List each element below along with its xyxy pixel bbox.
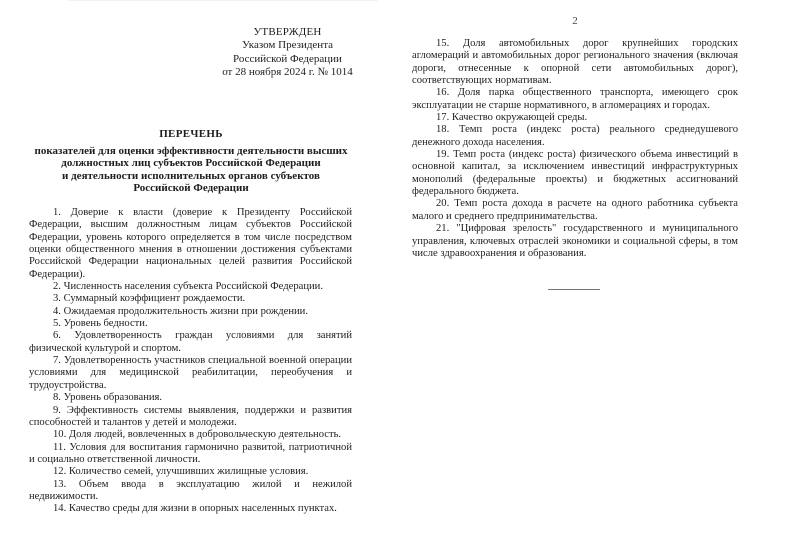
- list-item: 3. Суммарный коэффициент рождаемости.: [53, 293, 246, 305]
- list-item: 19. Темп роста (индекс роста) физического объема инвестиций в основной капитал, за исключением инвестиций инфраструктурных монополий (федеральные проекты) и бюджетных ассигнований федерального бюджета.: [412, 149, 738, 198]
- list-item: 20. Темп роста дохода в расчете на одного работника субъекта малого и среднего предпринимательства.: [412, 198, 738, 222]
- list-item: 7. Удовлетворенность участников специальной военной операции условиями для медицинской реабилитации, переобучения и трудоустройства.: [29, 355, 352, 391]
- list-item: 13. Объем ввода в эксплуатацию жилой и нежилой недвижимости.: [29, 478, 352, 502]
- list-item: 1. Доверие к власти (доверие к Президенту Российской Федерации, высшим должностным лицам субъектов Российской Федерации, уровень которого определяется в том числе посредством оценки общественного мнения в отношении достижения субъектами Российской Федерации национальных целей развития Российской Федерации).: [29, 207, 352, 280]
- approval-line: Российской Федерации: [233, 52, 342, 65]
- list-item: 17. Качество окружающей среды.: [436, 112, 588, 124]
- document-heading: ПЕРЕЧЕНЬ: [159, 128, 223, 140]
- list-item: 11. Условия для воспитания гармонично развитой, патриотичной и социально ответственной личности.: [29, 441, 352, 465]
- approval-stamp: [205, 26, 370, 80]
- list-item: 14. Качество среды для жизни в опорных населенных пунктах.: [53, 503, 337, 515]
- list-item: 21. "Цифровая зрелость" государственного и муниципального управления, ключевых отраслей экономики и социальной сферы, в том числе здравоохранения и образования.: [412, 223, 738, 259]
- indicator-list-page-1: [29, 207, 352, 516]
- list-item: 8. Уровень образования.: [53, 392, 163, 404]
- indicator-list-page-2: [412, 38, 738, 260]
- list-item: 2. Численность населения субъекта Российской Федерации.: [53, 281, 323, 293]
- page-number: 2: [572, 15, 578, 27]
- list-item: 9. Эффективность системы выявления, поддержки и развития способностей и талантов у детей и молодежи.: [29, 404, 352, 428]
- list-item: 12. Количество семей, улучшивших жилищные условия.: [53, 466, 309, 478]
- document-title: [30, 128, 352, 194]
- page-edge: [68, 0, 378, 1]
- end-separator-line: [548, 289, 600, 290]
- approval-date-number: от 28 ноября 2024 г. № 1014: [222, 66, 353, 79]
- list-item: 4. Ожидаемая продолжительность жизни при рождении.: [53, 305, 308, 317]
- list-item: 15. Доля автомобильных дорог крупнейших городских агломераций и автомобильных дорог регионального значения (включая дороги, отнесенные к опорной сети автомобильных дорог), соответствующих нормативам.: [412, 38, 738, 87]
- list-item: 6. Удовлетворенность граждан условиями для занятий физической культурой и спортом.: [29, 330, 352, 354]
- list-item: 16. Доля парка общественного транспорта, имеющего срок эксплуатации не старше нормативного, в агломерациях и городах.: [412, 87, 738, 111]
- approval-line: УТВЕРЖДЕН: [253, 26, 322, 38]
- document-page-2: [400, 0, 800, 546]
- document-subtitle-line: и деятельности исполнительных органов субъектов: [62, 169, 320, 182]
- list-item: 18. Темп роста (индекс роста) реального среднедушевого денежного дохода населения.: [412, 124, 738, 148]
- list-item: 10. Доля людей, вовлеченных в добровольческую деятельность.: [53, 429, 342, 441]
- list-item: 5. Уровень бедности.: [53, 318, 148, 330]
- document-subtitle-line: Российской Федерации: [133, 181, 249, 194]
- document-subtitle-line: показателей для оценки эффективности деятельности высших: [34, 145, 348, 158]
- approval-line: Указом Президента: [241, 39, 334, 52]
- document-subtitle-line: должностных лиц субъектов Российской Федерации: [61, 157, 321, 170]
